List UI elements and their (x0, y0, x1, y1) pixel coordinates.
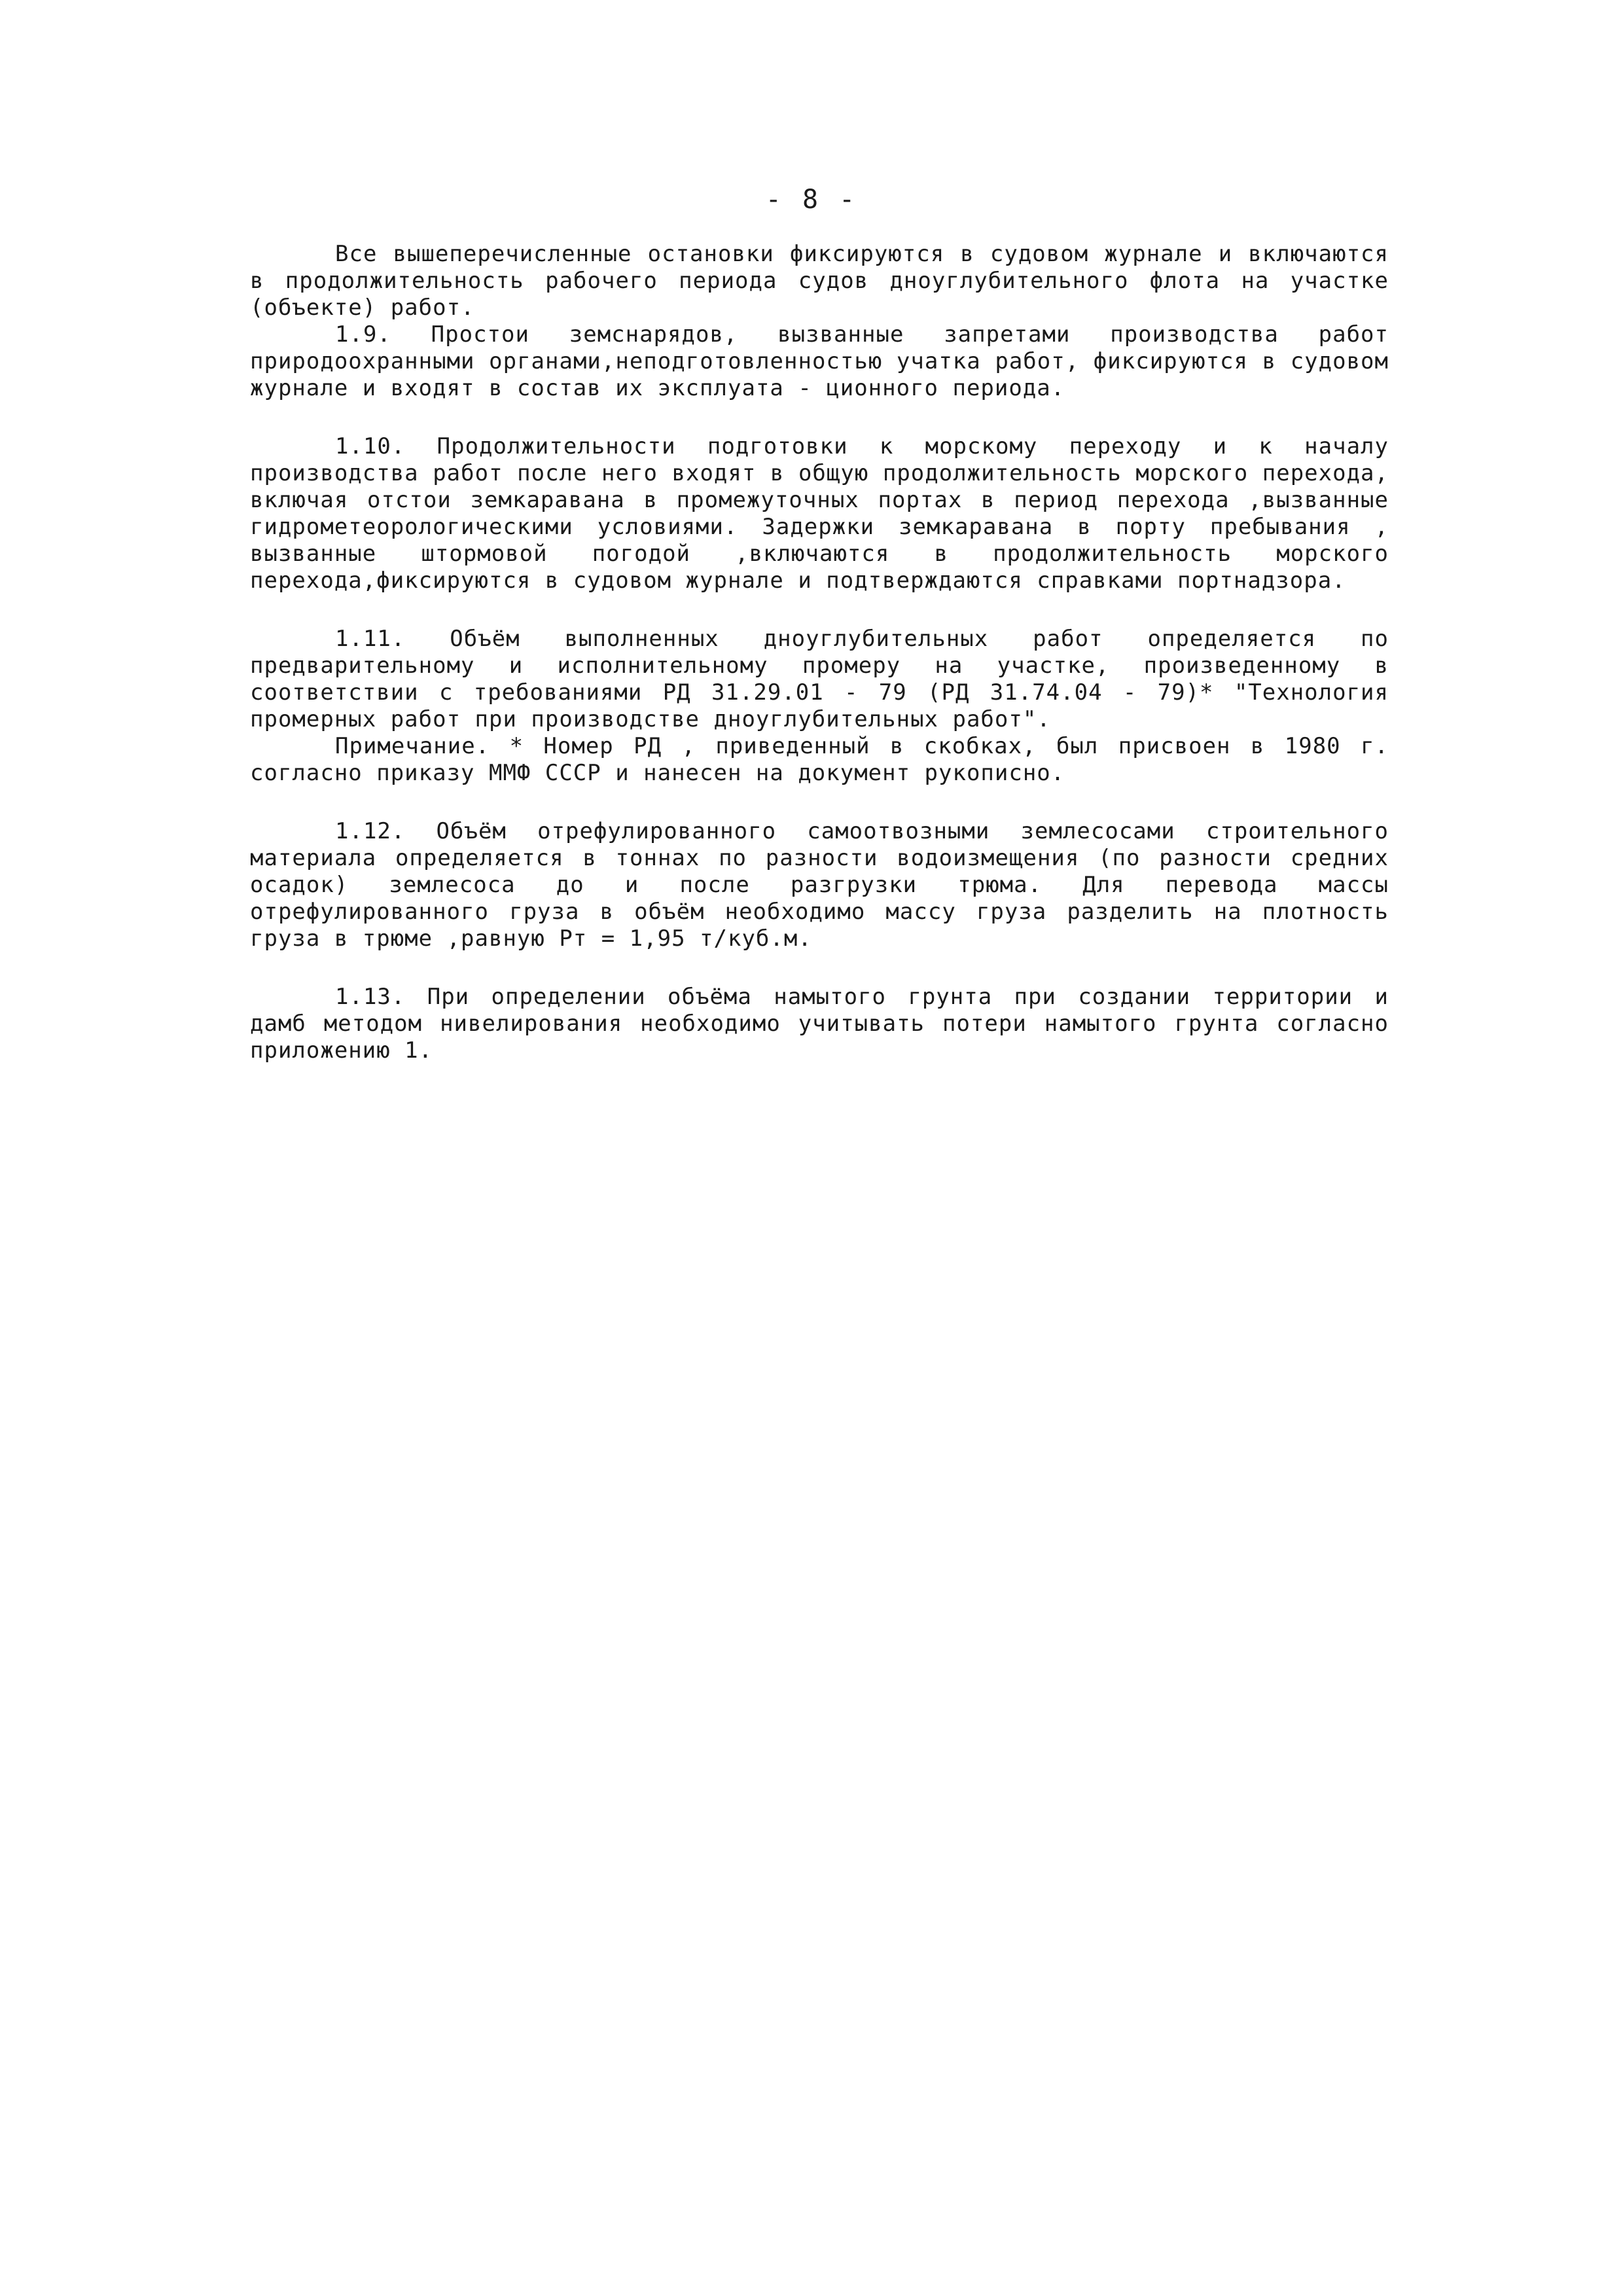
paragraph-1-11: 1.11. Объём выполненных дноуглубительных работ определяется по предварительному и исполнительному промеру на участке, произведенному в соответствии с требованиями РД 31.29.01 - 79 (РД 31.74.04 - 79)* "Технология промерных работ при производстве дноуглубительных работ". (250, 626, 1389, 732)
paragraph-1-13: 1.13. При определении объёма намытого грунта при создании территории и дамб методом нивелирования необходимо учитывать потери намытого грунта согласно приложению 1. (250, 984, 1389, 1064)
page-number: - 8 - (765, 185, 858, 215)
paragraph-note: Примечание. * Номер РД , приведенный в скобках, был присвоен в 1980 г. согласно приказу ММФ СССР и нанесен на документ рукописно. (250, 733, 1389, 786)
paragraph-1-9: 1.9. Простои земснарядов, вызванные запретами производства работ природоохранными органами,неподготовленностью учатка работ, фиксируются в судовом журнале и входят в состав их эксплуата - ционного периода. (250, 321, 1389, 401)
paragraph-1-12: 1.12. Объём отрефулированного самоотвозными землесосами строительного материала определяется в тоннах по разности водоизмещения (по разности средних осадок) землесоса до и после разгрузки трюма. Для перевода массы отрефулированного груза в объём необходимо массу груза разделить на плотность груза в трюме ,равную Рт = 1,95 т/куб.м. (250, 818, 1389, 952)
paragraph-intro: Все вышеперечисленные остановки фиксируются в судовом журнале и включаются в продолжительность рабочего периода судов дноуглубительного флота на участке (объекте) работ. (250, 241, 1389, 321)
paragraph-1-10: 1.10. Продолжительности подготовки к морскому переходу и к началу производства работ после него входят в общую продолжительность морского перехода, включая отстои земкаравана в промежуточных портах в период перехода ,вызванные гидрометеорологическими условиями. Задержки земкаравана в порту пребывания , вызванные штормовой погодой ,включаются в продолжительность морского перехода,фиксируются в судовом журнале и подтверждаются справками портнадзора. (250, 433, 1389, 594)
document-body (250, 241, 1389, 1064)
